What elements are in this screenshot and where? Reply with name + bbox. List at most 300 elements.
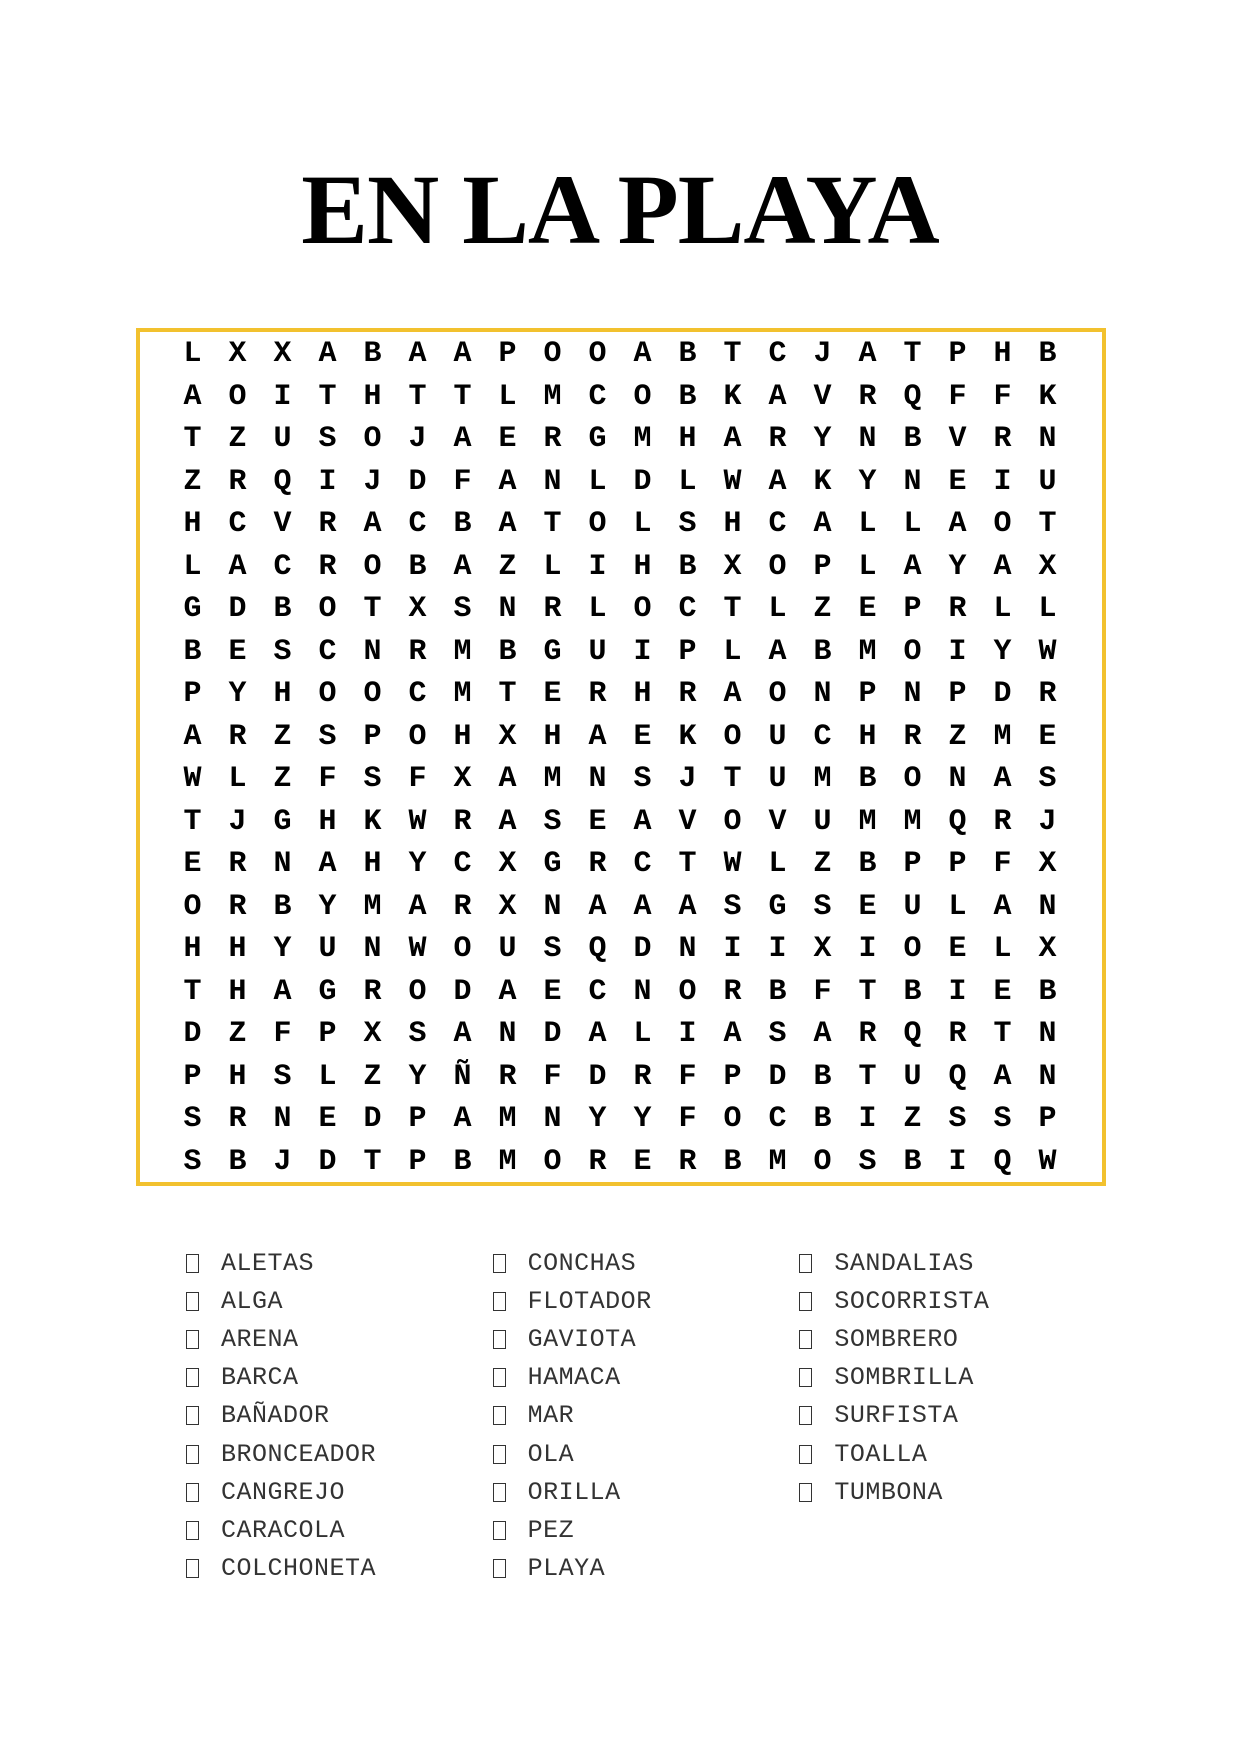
grid-cell[interactable]: O: [768, 549, 787, 584]
grid-cell[interactable]: O: [723, 804, 742, 839]
grid-cell[interactable]: N: [948, 762, 967, 797]
grid-cell[interactable]: A: [498, 762, 517, 797]
grid-cell[interactable]: F: [408, 762, 427, 797]
grid-cell[interactable]: A: [813, 507, 832, 542]
grid-cell[interactable]: O: [318, 592, 337, 627]
grid-cell[interactable]: L: [183, 549, 202, 584]
grid-cell[interactable]: L: [318, 1059, 337, 1094]
grid-cell[interactable]: S: [183, 1102, 202, 1137]
grid-cell[interactable]: S: [543, 932, 562, 967]
grid-cell[interactable]: B: [1038, 974, 1057, 1009]
grid-cell[interactable]: U: [498, 932, 517, 967]
grid-cell[interactable]: D: [633, 932, 652, 967]
grid-cell[interactable]: E: [948, 932, 967, 967]
grid-cell[interactable]: C: [273, 549, 292, 584]
checkbox-icon[interactable]: [799, 1368, 812, 1387]
grid-cell[interactable]: S: [1038, 762, 1057, 797]
grid-cell[interactable]: H: [453, 719, 472, 754]
grid-cell[interactable]: X: [1038, 847, 1057, 882]
grid-cell[interactable]: P: [678, 634, 697, 669]
grid-cell[interactable]: X: [1038, 932, 1057, 967]
grid-cell[interactable]: T: [363, 1144, 382, 1179]
checkbox-icon[interactable]: [186, 1559, 199, 1578]
grid-cell[interactable]: B: [678, 379, 697, 414]
grid-cell[interactable]: L: [948, 889, 967, 924]
grid-cell[interactable]: S: [183, 1144, 202, 1179]
grid-cell[interactable]: X: [813, 932, 832, 967]
grid-cell[interactable]: D: [768, 1059, 787, 1094]
grid-cell[interactable]: I: [723, 932, 742, 967]
grid-cell[interactable]: A: [183, 719, 202, 754]
grid-cell[interactable]: N: [363, 634, 382, 669]
grid-cell[interactable]: S: [543, 804, 562, 839]
checkbox-icon[interactable]: [186, 1254, 199, 1273]
grid-cell[interactable]: V: [948, 422, 967, 457]
grid-cell[interactable]: D: [633, 464, 652, 499]
grid-cell[interactable]: R: [948, 1017, 967, 1052]
grid-cell[interactable]: C: [768, 337, 787, 372]
grid-cell[interactable]: Z: [228, 1017, 247, 1052]
grid-cell[interactable]: N: [273, 847, 292, 882]
grid-cell[interactable]: Y: [858, 464, 877, 499]
grid-cell[interactable]: N: [498, 1017, 517, 1052]
grid-cell[interactable]: X: [453, 762, 472, 797]
grid-cell[interactable]: A: [228, 549, 247, 584]
grid-cell[interactable]: F: [678, 1059, 697, 1094]
grid-cell[interactable]: A: [498, 464, 517, 499]
grid-cell[interactable]: F: [993, 847, 1012, 882]
grid-cell[interactable]: M: [903, 804, 922, 839]
grid-cell[interactable]: F: [678, 1102, 697, 1137]
grid-cell[interactable]: U: [903, 889, 922, 924]
grid-cell[interactable]: A: [723, 422, 742, 457]
grid-cell[interactable]: O: [768, 677, 787, 712]
checkbox-icon[interactable]: [493, 1406, 506, 1425]
grid-cell[interactable]: A: [453, 422, 472, 457]
grid-cell[interactable]: Q: [273, 464, 292, 499]
grid-cell[interactable]: W: [723, 464, 742, 499]
grid-cell[interactable]: Z: [183, 464, 202, 499]
grid-cell[interactable]: R: [633, 1059, 652, 1094]
grid-cell[interactable]: W: [1038, 1144, 1057, 1179]
grid-cell[interactable]: Q: [993, 1144, 1012, 1179]
grid-cell[interactable]: A: [453, 1017, 472, 1052]
grid-cell[interactable]: L: [228, 762, 247, 797]
grid-cell[interactable]: F: [948, 379, 967, 414]
grid-cell[interactable]: E: [948, 464, 967, 499]
grid-cell[interactable]: C: [768, 1102, 787, 1137]
grid-cell[interactable]: N: [588, 762, 607, 797]
grid-cell[interactable]: U: [273, 422, 292, 457]
grid-cell[interactable]: N: [543, 1102, 562, 1137]
grid-cell[interactable]: Y: [993, 634, 1012, 669]
grid-cell[interactable]: U: [768, 719, 787, 754]
grid-cell[interactable]: Z: [273, 719, 292, 754]
grid-cell[interactable]: L: [768, 847, 787, 882]
grid-cell[interactable]: O: [993, 507, 1012, 542]
grid-cell[interactable]: M: [993, 719, 1012, 754]
grid-cell[interactable]: R: [1038, 677, 1057, 712]
grid-cell[interactable]: L: [903, 507, 922, 542]
grid-cell[interactable]: E: [633, 1144, 652, 1179]
grid-cell[interactable]: S: [858, 1144, 877, 1179]
grid-cell[interactable]: S: [363, 762, 382, 797]
grid-cell[interactable]: K: [678, 719, 697, 754]
grid-cell[interactable]: Z: [813, 592, 832, 627]
grid-cell[interactable]: X: [228, 337, 247, 372]
grid-cell[interactable]: M: [498, 1144, 517, 1179]
grid-cell[interactable]: I: [858, 1102, 877, 1137]
grid-cell[interactable]: U: [813, 804, 832, 839]
grid-cell[interactable]: A: [633, 804, 652, 839]
grid-cell[interactable]: G: [543, 847, 562, 882]
grid-cell[interactable]: F: [993, 379, 1012, 414]
grid-cell[interactable]: Y: [408, 847, 427, 882]
grid-cell[interactable]: D: [588, 1059, 607, 1094]
grid-cell[interactable]: X: [498, 719, 517, 754]
grid-cell[interactable]: R: [228, 889, 247, 924]
grid-cell[interactable]: K: [723, 379, 742, 414]
grid-cell[interactable]: G: [273, 804, 292, 839]
grid-cell[interactable]: O: [453, 932, 472, 967]
grid-cell[interactable]: N: [498, 592, 517, 627]
grid-cell[interactable]: O: [543, 1144, 562, 1179]
grid-cell[interactable]: Q: [948, 804, 967, 839]
grid-cell[interactable]: B: [228, 1144, 247, 1179]
grid-cell[interactable]: B: [273, 889, 292, 924]
grid-cell[interactable]: D: [408, 464, 427, 499]
grid-cell[interactable]: T: [453, 379, 472, 414]
grid-cell[interactable]: Y: [228, 677, 247, 712]
grid-cell[interactable]: H: [858, 719, 877, 754]
grid-cell[interactable]: A: [453, 337, 472, 372]
grid-cell[interactable]: E: [858, 889, 877, 924]
grid-cell[interactable]: O: [903, 634, 922, 669]
grid-cell[interactable]: G: [318, 974, 337, 1009]
grid-cell[interactable]: D: [183, 1017, 202, 1052]
grid-cell[interactable]: V: [678, 804, 697, 839]
grid-cell[interactable]: R: [408, 634, 427, 669]
grid-cell[interactable]: L: [678, 464, 697, 499]
grid-cell[interactable]: L: [993, 932, 1012, 967]
grid-cell[interactable]: A: [408, 337, 427, 372]
grid-cell[interactable]: E: [993, 974, 1012, 1009]
grid-cell[interactable]: T: [363, 592, 382, 627]
grid-cell[interactable]: A: [588, 1017, 607, 1052]
grid-cell[interactable]: Z: [273, 762, 292, 797]
grid-cell[interactable]: H: [633, 677, 652, 712]
grid-cell[interactable]: D: [318, 1144, 337, 1179]
grid-cell[interactable]: E: [633, 719, 652, 754]
grid-cell[interactable]: P: [183, 677, 202, 712]
grid-cell[interactable]: D: [543, 1017, 562, 1052]
grid-cell[interactable]: E: [228, 634, 247, 669]
grid-cell[interactable]: A: [723, 677, 742, 712]
grid-cell[interactable]: A: [768, 379, 787, 414]
grid-cell[interactable]: B: [903, 974, 922, 1009]
grid-cell[interactable]: P: [318, 1017, 337, 1052]
grid-cell[interactable]: X: [273, 337, 292, 372]
grid-cell[interactable]: N: [543, 889, 562, 924]
grid-cell[interactable]: E: [543, 974, 562, 1009]
grid-cell[interactable]: Q: [903, 379, 922, 414]
grid-cell[interactable]: R: [543, 422, 562, 457]
grid-cell[interactable]: O: [318, 677, 337, 712]
grid-cell[interactable]: M: [453, 634, 472, 669]
grid-cell[interactable]: N: [363, 932, 382, 967]
grid-cell[interactable]: S: [408, 1017, 427, 1052]
grid-cell[interactable]: A: [768, 634, 787, 669]
grid-cell[interactable]: R: [993, 422, 1012, 457]
grid-cell[interactable]: O: [408, 974, 427, 1009]
grid-cell[interactable]: B: [813, 1102, 832, 1137]
grid-cell[interactable]: A: [498, 804, 517, 839]
grid-cell[interactable]: O: [723, 1102, 742, 1137]
grid-cell[interactable]: D: [453, 974, 472, 1009]
grid-cell[interactable]: H: [228, 974, 247, 1009]
grid-cell[interactable]: A: [723, 1017, 742, 1052]
grid-cell[interactable]: R: [588, 677, 607, 712]
grid-cell[interactable]: P: [1038, 1102, 1057, 1137]
grid-cell[interactable]: N: [1038, 889, 1057, 924]
grid-cell[interactable]: A: [903, 549, 922, 584]
grid-cell[interactable]: F: [543, 1059, 562, 1094]
grid-cell[interactable]: T: [858, 974, 877, 1009]
grid-cell[interactable]: Z: [903, 1102, 922, 1137]
grid-cell[interactable]: B: [903, 422, 922, 457]
checkbox-icon[interactable]: [799, 1406, 812, 1425]
grid-cell[interactable]: M: [768, 1144, 787, 1179]
grid-cell[interactable]: Y: [813, 422, 832, 457]
grid-cell[interactable]: R: [993, 804, 1012, 839]
grid-cell[interactable]: W: [408, 932, 427, 967]
grid-cell[interactable]: J: [678, 762, 697, 797]
grid-cell[interactable]: I: [588, 549, 607, 584]
grid-cell[interactable]: E: [858, 592, 877, 627]
grid-cell[interactable]: A: [318, 847, 337, 882]
grid-cell[interactable]: M: [543, 379, 562, 414]
grid-cell[interactable]: L: [543, 549, 562, 584]
grid-cell[interactable]: G: [543, 634, 562, 669]
grid-cell[interactable]: B: [813, 634, 832, 669]
grid-cell[interactable]: M: [453, 677, 472, 712]
grid-cell[interactable]: W: [723, 847, 742, 882]
grid-cell[interactable]: J: [363, 464, 382, 499]
grid-cell[interactable]: P: [903, 592, 922, 627]
grid-cell[interactable]: O: [408, 719, 427, 754]
grid-cell[interactable]: P: [948, 677, 967, 712]
grid-cell[interactable]: O: [363, 677, 382, 712]
grid-cell[interactable]: B: [408, 549, 427, 584]
checkbox-icon[interactable]: [493, 1254, 506, 1273]
grid-cell[interactable]: C: [228, 507, 247, 542]
grid-cell[interactable]: M: [543, 762, 562, 797]
grid-cell[interactable]: H: [183, 507, 202, 542]
grid-cell[interactable]: Z: [948, 719, 967, 754]
checkbox-icon[interactable]: [186, 1445, 199, 1464]
grid-cell[interactable]: F: [453, 464, 472, 499]
grid-cell[interactable]: T: [993, 1017, 1012, 1052]
grid-cell[interactable]: A: [993, 889, 1012, 924]
grid-cell[interactable]: H: [318, 804, 337, 839]
grid-cell[interactable]: S: [948, 1102, 967, 1137]
grid-cell[interactable]: U: [768, 762, 787, 797]
grid-cell[interactable]: K: [363, 804, 382, 839]
grid-cell[interactable]: P: [903, 847, 922, 882]
grid-cell[interactable]: B: [498, 634, 517, 669]
grid-cell[interactable]: C: [318, 634, 337, 669]
grid-cell[interactable]: N: [813, 677, 832, 712]
grid-cell[interactable]: R: [543, 592, 562, 627]
grid-cell[interactable]: A: [453, 549, 472, 584]
grid-cell[interactable]: R: [588, 847, 607, 882]
grid-cell[interactable]: I: [633, 634, 652, 669]
checkbox-icon[interactable]: [186, 1483, 199, 1502]
grid-cell[interactable]: A: [453, 1102, 472, 1137]
grid-cell[interactable]: W: [1038, 634, 1057, 669]
grid-cell[interactable]: O: [588, 337, 607, 372]
grid-cell[interactable]: Z: [228, 422, 247, 457]
grid-cell[interactable]: H: [543, 719, 562, 754]
grid-cell[interactable]: T: [903, 337, 922, 372]
grid-cell[interactable]: G: [588, 422, 607, 457]
grid-cell[interactable]: C: [678, 592, 697, 627]
grid-cell[interactable]: N: [633, 974, 652, 1009]
grid-cell[interactable]: B: [1038, 337, 1057, 372]
grid-cell[interactable]: I: [318, 464, 337, 499]
grid-cell[interactable]: Q: [903, 1017, 922, 1052]
grid-cell[interactable]: T: [318, 379, 337, 414]
grid-cell[interactable]: I: [768, 932, 787, 967]
grid-cell[interactable]: J: [273, 1144, 292, 1179]
grid-cell[interactable]: O: [588, 507, 607, 542]
grid-cell[interactable]: O: [633, 379, 652, 414]
grid-cell[interactable]: X: [498, 847, 517, 882]
grid-cell[interactable]: H: [183, 932, 202, 967]
grid-cell[interactable]: N: [678, 932, 697, 967]
grid-cell[interactable]: P: [948, 847, 967, 882]
grid-cell[interactable]: J: [228, 804, 247, 839]
grid-cell[interactable]: P: [813, 549, 832, 584]
grid-cell[interactable]: T: [723, 762, 742, 797]
grid-cell[interactable]: L: [993, 592, 1012, 627]
grid-cell[interactable]: B: [678, 337, 697, 372]
grid-cell[interactable]: X: [363, 1017, 382, 1052]
grid-cell[interactable]: L: [588, 464, 607, 499]
grid-cell[interactable]: H: [633, 549, 652, 584]
grid-cell[interactable]: A: [498, 507, 517, 542]
grid-cell[interactable]: A: [408, 889, 427, 924]
grid-cell[interactable]: R: [318, 549, 337, 584]
grid-cell[interactable]: N: [1038, 1017, 1057, 1052]
grid-cell[interactable]: H: [228, 932, 247, 967]
grid-cell[interactable]: S: [453, 592, 472, 627]
grid-cell[interactable]: P: [408, 1144, 427, 1179]
grid-cell[interactable]: T: [678, 847, 697, 882]
grid-cell[interactable]: S: [273, 634, 292, 669]
grid-cell[interactable]: O: [543, 337, 562, 372]
grid-cell[interactable]: R: [723, 974, 742, 1009]
grid-cell[interactable]: R: [228, 464, 247, 499]
grid-cell[interactable]: T: [723, 592, 742, 627]
grid-cell[interactable]: K: [813, 464, 832, 499]
grid-cell[interactable]: U: [903, 1059, 922, 1094]
grid-cell[interactable]: L: [183, 337, 202, 372]
grid-cell[interactable]: T: [183, 804, 202, 839]
grid-cell[interactable]: P: [363, 719, 382, 754]
grid-cell[interactable]: S: [678, 507, 697, 542]
grid-cell[interactable]: B: [183, 634, 202, 669]
grid-cell[interactable]: M: [633, 422, 652, 457]
grid-cell[interactable]: M: [813, 762, 832, 797]
grid-cell[interactable]: W: [408, 804, 427, 839]
grid-cell[interactable]: T: [183, 974, 202, 1009]
grid-cell[interactable]: H: [228, 1059, 247, 1094]
grid-cell[interactable]: Q: [948, 1059, 967, 1094]
grid-cell[interactable]: B: [768, 974, 787, 1009]
grid-cell[interactable]: D: [993, 677, 1012, 712]
grid-cell[interactable]: P: [408, 1102, 427, 1137]
grid-cell[interactable]: T: [543, 507, 562, 542]
checkbox-icon[interactable]: [186, 1330, 199, 1349]
grid-cell[interactable]: C: [813, 719, 832, 754]
grid-cell[interactable]: L: [588, 592, 607, 627]
grid-cell[interactable]: T: [408, 379, 427, 414]
grid-cell[interactable]: A: [363, 507, 382, 542]
grid-cell[interactable]: O: [903, 762, 922, 797]
grid-cell[interactable]: K: [1038, 379, 1057, 414]
grid-cell[interactable]: L: [723, 634, 742, 669]
grid-cell[interactable]: R: [318, 507, 337, 542]
grid-cell[interactable]: I: [993, 464, 1012, 499]
grid-cell[interactable]: P: [723, 1059, 742, 1094]
grid-cell[interactable]: B: [453, 507, 472, 542]
grid-cell[interactable]: L: [498, 379, 517, 414]
checkbox-icon[interactable]: [493, 1292, 506, 1311]
grid-cell[interactable]: N: [1038, 1059, 1057, 1094]
grid-cell[interactable]: R: [948, 592, 967, 627]
grid-cell[interactable]: I: [948, 634, 967, 669]
grid-cell[interactable]: Y: [588, 1102, 607, 1137]
grid-cell[interactable]: X: [1038, 549, 1057, 584]
grid-cell[interactable]: M: [858, 634, 877, 669]
grid-cell[interactable]: R: [588, 1144, 607, 1179]
checkbox-icon[interactable]: [493, 1483, 506, 1502]
grid-cell[interactable]: E: [1038, 719, 1057, 754]
grid-cell[interactable]: W: [183, 762, 202, 797]
grid-cell[interactable]: A: [768, 464, 787, 499]
grid-cell[interactable]: T: [183, 422, 202, 457]
grid-cell[interactable]: S: [993, 1102, 1012, 1137]
grid-cell[interactable]: F: [813, 974, 832, 1009]
grid-cell[interactable]: L: [768, 592, 787, 627]
grid-cell[interactable]: T: [1038, 507, 1057, 542]
grid-cell[interactable]: A: [273, 974, 292, 1009]
grid-cell[interactable]: B: [903, 1144, 922, 1179]
grid-cell[interactable]: S: [273, 1059, 292, 1094]
grid-cell[interactable]: H: [678, 422, 697, 457]
grid-cell[interactable]: P: [498, 337, 517, 372]
grid-cell[interactable]: P: [183, 1059, 202, 1094]
grid-cell[interactable]: L: [633, 507, 652, 542]
grid-cell[interactable]: B: [363, 337, 382, 372]
grid-cell[interactable]: Y: [318, 889, 337, 924]
grid-cell[interactable]: U: [588, 634, 607, 669]
grid-cell[interactable]: C: [588, 379, 607, 414]
grid-cell[interactable]: E: [588, 804, 607, 839]
grid-cell[interactable]: B: [723, 1144, 742, 1179]
grid-cell[interactable]: R: [678, 1144, 697, 1179]
